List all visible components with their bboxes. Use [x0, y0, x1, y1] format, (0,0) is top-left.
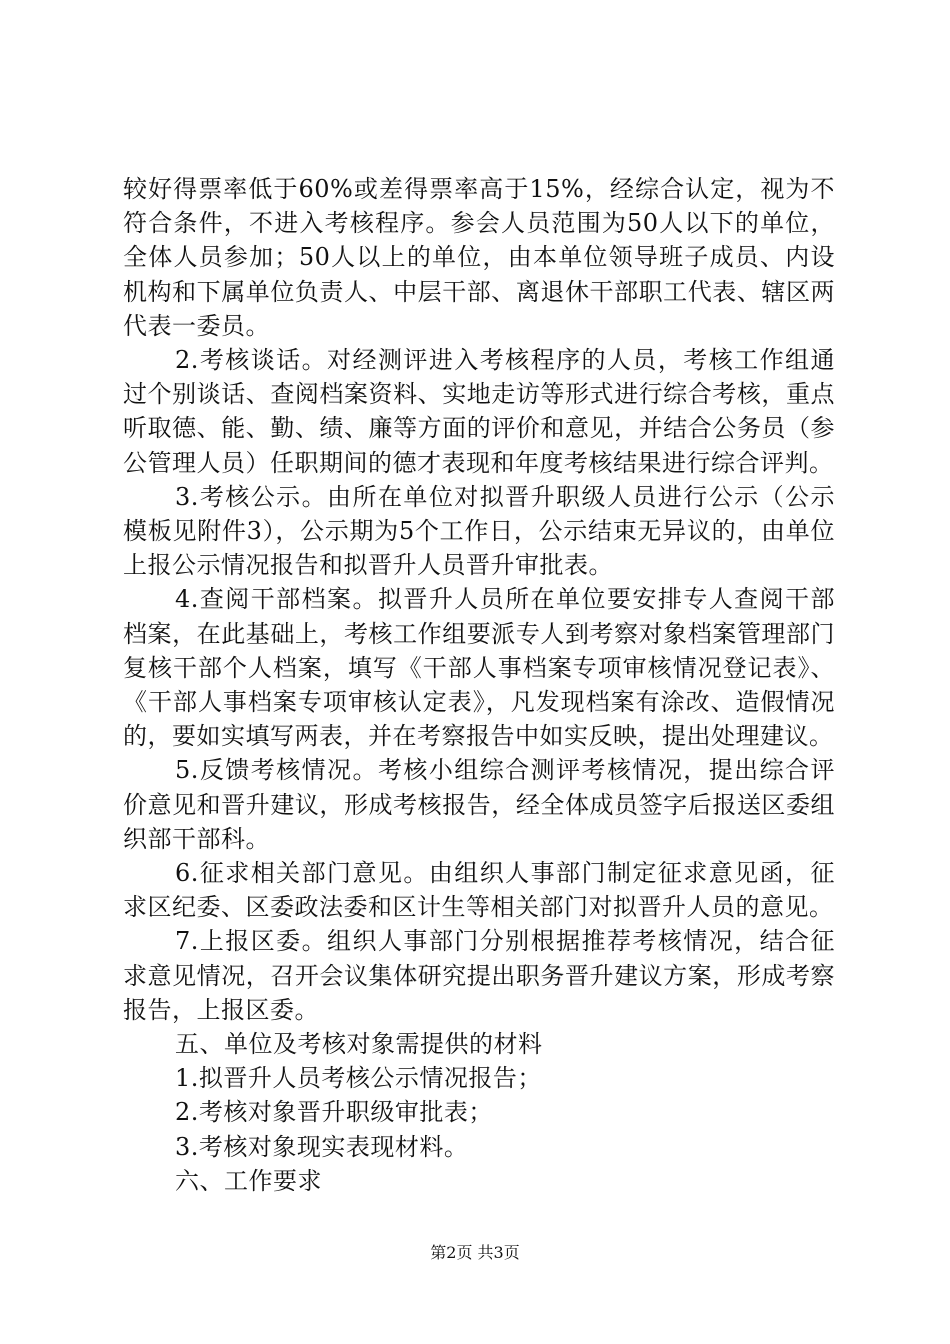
section-heading-requirements: 六、工作要求: [175, 1166, 322, 1195]
list-item-material-1: 1.拟晋升人员考核公示情况报告；: [175, 1064, 542, 1093]
section-heading-materials: 五、单位及考核对象需提供的材料: [175, 1030, 543, 1059]
list-item-material-2: 2.考核对象晋升职级审批表；: [175, 1098, 493, 1127]
paragraph-assessment-interview: 2.考核谈话。对经测评进入考核程序的人员，考核工作组通过个别谈话、查阅档案资料、实地走访等形式进行综合考核，重点听取德、能、勤、绩、廉等方面的评价和意见，并结合公务员（参公管理人员）任职期间的德才表现和年度考核结果进行综合评判。: [123, 346, 835, 477]
paragraph-report-committee: 7.上报区委。组织人事部门分别根据推荐考核情况，结合征求意见情况，召开会议集体研究提出职务晋升建议方案，形成考察报告，上报区委。: [123, 927, 835, 1024]
paragraph-feedback: 5.反馈考核情况。考核小组综合测评考核情况，提出综合评价意见和晋升建议，形成考核报告，经全体成员签字后报送区委组织部干部科。: [123, 756, 835, 853]
page-footer: 第2页 共3页: [430, 1243, 520, 1262]
paragraph-review-archives: 4.查阅干部档案。拟晋升人员所在单位要安排专人查阅干部档案，在此基础上，考核工作组要派专人到考察对象档案管理部门复核干部个人档案，填写《干部人事档案专项审核情况登记表》、《干部人事档案专项审核认定表》，凡发现档案有涂改、造假情况的，要如实填写两表，并在考察报告中如实反映，提出处理建议。: [123, 585, 835, 751]
paragraph-voting-criteria: 较好得票率低于60%或差得票率高于15%，经综合认定，视为不符合条件，不进入考核程序。参会人员范围为50人以下的单位，全体人员参加；50人以上的单位，由本单位领导班子成员、内设机构和下属单位负责人、中层干部、离退休干部职工代表、辖区两代表一委员。: [123, 175, 835, 340]
document-body: [123, 172, 835, 1198]
list-item-material-3: 3.考核对象现实表现材料。: [175, 1132, 469, 1161]
paragraph-assessment-publicity: 3.考核公示。由所在单位对拟晋升职级人员进行公示（公示模板见附件3），公示期为5个工作日，公示结束无异议的，由单位上报公示情况报告和拟晋升人员晋升审批表。: [123, 482, 835, 580]
paragraph-solicit-opinions: 6.征求相关部门意见。由组织人事部门制定征求意见函，征求区纪委、区委政法委和区计生等相关部门对拟晋升人员的意见。: [123, 859, 835, 922]
